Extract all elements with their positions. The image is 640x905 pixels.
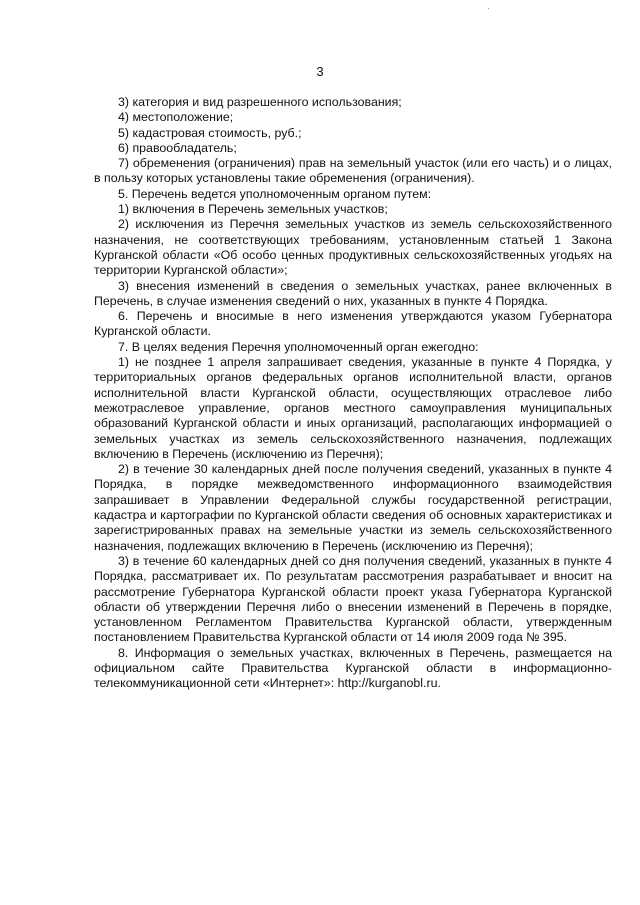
paragraph-section-5-item-3: 3) внесения изменений в сведения о земельных участках, ранее включенных в Перечень, в случае изменения сведений о них, указанных в пункте 4 Порядка. bbox=[94, 278, 612, 308]
paragraph-section-7-item-3: 3) в течение 60 календарных дней со дня получения сведений, указанных в пункте 4 Порядка, рассматривает их. По результатам рассмотрения разрабатывает и вносит на рассмотрение Губернатора Курганской области проект указа Губернатора Курганской области об утверждении Перечня либо о внесении изменений в Перечень в порядке, установленном Регламентом Правительства Курганской области, утвержденным постановлением Правительства Курганской области от 14 июля 2009 года № 395. bbox=[94, 553, 612, 645]
paragraph-item-4-location: 4) местоположение; bbox=[118, 110, 234, 125]
paragraph-item-3-category: 3) категория и вид разрешенного использования; bbox=[118, 95, 402, 109]
paragraph-section-7-item-1: 1) не позднее 1 апреля запрашивает сведения, указанные в пункте 4 Порядка, у территориальных органов федеральных органов исполнительной власти, органов исполнительной власти Курганской области, осуществляющих отраслевое либо межотраслевое управление, органов местного самоуправления муниципальных образований Курганской области и иных организаций, располагающих информацией о земельных участках из земель сельскохозяйственного назначения, подлежащих включению в Перечень (исключению из Перечня); bbox=[94, 355, 612, 461]
document-body bbox=[94, 95, 612, 692]
scan-artifact-dot bbox=[488, 8, 489, 9]
paragraph-item-5-cadastral-value: 5) кадастровая стоимость, руб.; bbox=[118, 125, 302, 140]
paragraph-item-6-owner: 6) правообладатель; bbox=[118, 140, 237, 155]
paragraph-section-7: 7. В целях ведения Перечня уполномоченный орган ежегодно: bbox=[118, 339, 479, 354]
paragraph-section-6: 6. Перечень и вносимые в него изменения утверждаются указом Губернатора Курганской области. bbox=[94, 309, 612, 339]
paragraph-item-7-encumbrances: 7) обременения (ограничения) прав на земельный участок (или его часть) и о лицах, в пользу которых установлены такие обременения (ограничения). bbox=[94, 156, 612, 186]
paragraph-section-5-item-1: 1) включения в Перечень земельных участков; bbox=[118, 202, 388, 217]
paragraph-section-8: 8. Информация о земельных участках, включенных в Перечень, размещается на официальном сайте Правительства Курганской области в информационно-телекоммуникационной сети «Интернет»: http://kurganobl.ru. bbox=[94, 645, 612, 691]
paragraph-section-5: 5. Перечень ведется уполномоченным органом путем: bbox=[118, 186, 432, 201]
paragraph-section-7-item-2: 2) в течение 30 календарных дней после получения сведений, указанных в пункте 4 Порядка, в порядке межведомственного информационного взаимодействия запрашивает в Управлении Федеральной службы государственной регистрации, кадастра и картографии по Курганской области сведения об основных характеристиках и зарегистрированных правах на земельные участки из земель сельскохозяйственного назначения, подлежащих включению в Перечень (исключению из Перечня); bbox=[94, 462, 612, 553]
page-number: 3 bbox=[316, 64, 324, 79]
paragraph-section-5-item-2: 2) исключения из Перечня земельных участков из земель сельскохозяйственного назначения, не соответствующих требованиям, установленным статьей 1 Закона Курганской области «Об особо ценных продуктивных сельскохозяйственных угодьях на территории Курганской области»; bbox=[94, 217, 612, 278]
